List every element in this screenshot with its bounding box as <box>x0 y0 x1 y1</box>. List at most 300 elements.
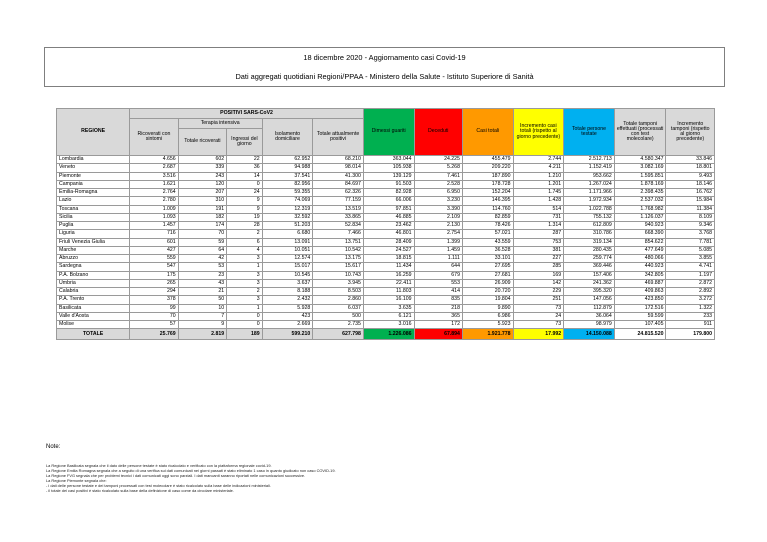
value-cell: 1.459 <box>414 246 462 254</box>
value-cell: 427 <box>130 246 178 254</box>
value-cell: 10.051 <box>262 246 313 254</box>
region-name-cell: Calabria <box>57 288 130 296</box>
value-cell: 2.687 <box>130 164 178 172</box>
value-cell: 112.879 <box>564 304 615 312</box>
value-cell: 59.599 <box>614 312 666 320</box>
value-cell: 2.872 <box>666 279 715 287</box>
value-cell: 601 <box>130 238 178 246</box>
value-cell: 152.204 <box>462 189 513 197</box>
value-cell: 3.945 <box>313 279 364 287</box>
value-cell: 43 <box>178 279 226 287</box>
region-name-cell: Sicilia <box>57 213 130 221</box>
region-name-cell: Friuli Venezia Giulia <box>57 238 130 246</box>
value-cell: 3 <box>227 271 263 279</box>
value-cell: 5.923 <box>462 321 513 329</box>
region-name-cell: Sardegna <box>57 263 130 271</box>
value-cell: 43.559 <box>462 238 513 246</box>
table-row <box>57 255 715 263</box>
value-cell: 9.493 <box>666 172 715 180</box>
header-isolamento: Isolamento domiciliare <box>262 119 313 156</box>
value-cell: 2.780 <box>130 197 178 205</box>
value-cell: 53 <box>178 263 226 271</box>
value-cell: 46.801 <box>363 230 414 238</box>
value-cell: 395.320 <box>564 288 615 296</box>
value-cell: 2.512.713 <box>564 156 615 164</box>
value-cell: 469.887 <box>614 279 666 287</box>
value-cell: 7.781 <box>666 238 715 246</box>
table-row <box>57 164 715 172</box>
header-tamponi: Totale tamponi effettuati (processati con test molecolare) <box>614 109 666 156</box>
total-value-cell: 25.769 <box>130 329 178 340</box>
value-cell: 11.384 <box>666 205 715 213</box>
value-cell: 218 <box>414 304 462 312</box>
value-cell: 82.859 <box>462 213 513 221</box>
value-cell: 26.909 <box>462 279 513 287</box>
value-cell: 940.923 <box>614 222 666 230</box>
value-cell: 854.622 <box>614 238 666 246</box>
value-cell: 82.956 <box>262 180 313 188</box>
value-cell: 62.326 <box>313 189 364 197</box>
value-cell: 169 <box>513 271 564 279</box>
table-row <box>57 271 715 279</box>
value-cell: 74.069 <box>262 197 313 205</box>
value-cell: 19.804 <box>462 296 513 304</box>
value-cell: 8.188 <box>262 288 313 296</box>
value-cell: 51.203 <box>262 222 313 230</box>
region-name-cell: Lazio <box>57 197 130 205</box>
value-cell: 24 <box>513 312 564 320</box>
value-cell: 23 <box>178 271 226 279</box>
value-cell: 1.197 <box>666 271 715 279</box>
value-cell: 280.435 <box>564 246 615 254</box>
value-cell: 2.528 <box>414 180 462 188</box>
note-line: La Regione Piemonte segnala che: <box>46 478 107 483</box>
value-cell: 3.272 <box>666 296 715 304</box>
value-cell: 146.395 <box>462 197 513 205</box>
total-value-cell: 627.798 <box>313 329 364 340</box>
value-cell: 9.346 <box>666 222 715 230</box>
value-cell: 94.988 <box>262 164 313 172</box>
header-incremento-tamponi: Incremento tamponi (rispetto al giorno precedente) <box>666 109 715 156</box>
value-cell: 3.516 <box>130 172 178 180</box>
value-cell: 6.037 <box>313 304 364 312</box>
value-cell: 2.398.435 <box>614 189 666 197</box>
value-cell: 2.109 <box>414 213 462 221</box>
value-cell: 174 <box>178 222 226 230</box>
value-cell: 32.592 <box>262 213 313 221</box>
value-cell: 0 <box>227 321 263 329</box>
value-cell: 440.923 <box>614 263 666 271</box>
value-cell: 10 <box>178 304 226 312</box>
value-cell: 3.230 <box>414 197 462 205</box>
value-cell: 62.952 <box>262 156 313 164</box>
value-cell: 243 <box>178 172 226 180</box>
value-cell: 310.786 <box>564 230 615 238</box>
value-cell: 1.878.169 <box>614 180 666 188</box>
region-name-cell: Lombardia <box>57 156 130 164</box>
value-cell: 70 <box>178 230 226 238</box>
header-persone-testate: Totale persone testate <box>564 109 615 156</box>
value-cell: 70 <box>130 312 178 320</box>
value-cell: 1.126.037 <box>614 213 666 221</box>
value-cell: 668.390 <box>614 230 666 238</box>
value-cell: 3.768 <box>666 230 715 238</box>
value-cell: 1.972.934 <box>564 197 615 205</box>
table-row <box>57 296 715 304</box>
value-cell: 5.928 <box>262 304 313 312</box>
value-cell: 2.537.032 <box>614 197 666 205</box>
value-cell: 50 <box>178 296 226 304</box>
value-cell: 310 <box>178 197 226 205</box>
value-cell: 6.986 <box>462 312 513 320</box>
value-cell: 363.044 <box>363 156 414 164</box>
value-cell: 3.635 <box>363 304 414 312</box>
region-name-cell: Umbria <box>57 279 130 287</box>
header-incremento-casi: Incremento casi totali (rispetto al giorno precedente) <box>513 109 564 156</box>
value-cell: 5.268 <box>414 164 462 172</box>
value-cell: 182 <box>178 213 226 221</box>
value-cell: 3 <box>227 296 263 304</box>
total-row <box>57 329 715 340</box>
value-cell: 2 <box>227 288 263 296</box>
value-cell: 4.211 <box>513 164 564 172</box>
value-cell: 33.101 <box>462 255 513 263</box>
report-title-box <box>44 47 725 87</box>
total-value-cell: 1.226.086 <box>363 329 414 340</box>
value-cell: 68.210 <box>313 156 364 164</box>
value-cell: 1.022.788 <box>564 205 615 213</box>
value-cell: 9.890 <box>462 304 513 312</box>
value-cell: 22.411 <box>363 279 414 287</box>
value-cell: 3.082.169 <box>614 164 666 172</box>
header-totale-positivi: Totale attualmente positivi <box>313 119 364 156</box>
total-value-cell: 67.894 <box>414 329 462 340</box>
value-cell: 9 <box>227 197 263 205</box>
value-cell: 66.006 <box>363 197 414 205</box>
region-name-cell: P.A. Bolzano <box>57 271 130 279</box>
region-name-cell: P.A. Trento <box>57 296 130 304</box>
value-cell: 9 <box>178 321 226 329</box>
table-row <box>57 246 715 254</box>
value-cell: 28 <box>227 222 263 230</box>
value-cell: 77.159 <box>313 197 364 205</box>
table-row <box>57 189 715 197</box>
value-cell: 1.152.419 <box>564 164 615 172</box>
value-cell: 209.220 <box>462 164 513 172</box>
value-cell: 8.503 <box>313 288 364 296</box>
value-cell: 8.109 <box>666 213 715 221</box>
note-line: - il totale dei casi positivi è stato ricalcolato sulla base della definizione di caso come da circolare ministeriale. <box>46 488 234 493</box>
table-row <box>57 222 715 230</box>
value-cell: 98.979 <box>564 321 615 329</box>
value-cell: 1.201 <box>513 180 564 188</box>
value-cell: 3.855 <box>666 255 715 263</box>
value-cell: 227 <box>513 255 564 263</box>
value-cell: 23.462 <box>363 222 414 230</box>
value-cell: 953.662 <box>564 172 615 180</box>
value-cell: 7.466 <box>313 230 364 238</box>
value-cell: 9 <box>227 205 263 213</box>
value-cell: 98.014 <box>313 164 364 172</box>
value-cell: 172.516 <box>614 304 666 312</box>
table-row <box>57 172 715 180</box>
header-tot-ricoverati: Totale ricoverati <box>178 129 226 156</box>
value-cell: 514 <box>513 205 564 213</box>
note-line: La Regione Emilia Romagna segnala che a seguito di una verifica sui dati comunicati nei giorni passati è stato eliminato 1 caso in quanto giudicato non caso COVID-19. <box>46 468 336 473</box>
value-cell: 147.056 <box>564 296 615 304</box>
value-cell: 1 <box>227 263 263 271</box>
table-body <box>57 156 715 340</box>
report-source-subtitle: Dati aggregati quotidiani Regioni/PPAA - Ministero della Salute - Istituto Superiore di Sanità <box>235 72 534 81</box>
value-cell: 1.210 <box>513 172 564 180</box>
value-cell: 1.595.851 <box>614 172 666 180</box>
value-cell: 287 <box>513 230 564 238</box>
value-cell: 84.697 <box>313 180 364 188</box>
value-cell: 229 <box>513 288 564 296</box>
value-cell: 1 <box>227 304 263 312</box>
value-cell: 1.457 <box>130 222 178 230</box>
header-terapia-group: Terapia intensiva <box>178 119 262 129</box>
value-cell: 97.851 <box>363 205 414 213</box>
value-cell: 241.362 <box>564 279 615 287</box>
total-value-cell: 2.819 <box>178 329 226 340</box>
value-cell: 187.890 <box>462 172 513 180</box>
total-value-cell: 179.800 <box>666 329 715 340</box>
table-row <box>57 197 715 205</box>
value-cell: 1.171.966 <box>564 189 615 197</box>
table-row <box>57 156 715 164</box>
value-cell: 2.432 <box>262 296 313 304</box>
region-name-cell: Valle d'Aosta <box>57 312 130 320</box>
value-cell: 4 <box>227 246 263 254</box>
value-cell: 455.479 <box>462 156 513 164</box>
total-value-cell: 189 <box>227 329 263 340</box>
value-cell: 1.399 <box>414 238 462 246</box>
value-cell: 172 <box>414 321 462 329</box>
value-cell: 7.461 <box>414 172 462 180</box>
value-cell: 644 <box>414 263 462 271</box>
value-cell: 4.741 <box>666 263 715 271</box>
region-name-cell: Abruzzo <box>57 255 130 263</box>
value-cell: 57.021 <box>462 230 513 238</box>
region-name-cell: Liguria <box>57 230 130 238</box>
value-cell: 7 <box>178 312 226 320</box>
value-cell: 21 <box>178 288 226 296</box>
value-cell: 24.527 <box>363 246 414 254</box>
total-value-cell: 1.921.778 <box>462 329 513 340</box>
region-name-cell: Veneto <box>57 164 130 172</box>
value-cell: 369.446 <box>564 263 615 271</box>
total-value-cell: 24.815.520 <box>614 329 666 340</box>
value-cell: 6.680 <box>262 230 313 238</box>
value-cell: 99 <box>130 304 178 312</box>
header-regione: REGIONE <box>57 109 130 156</box>
value-cell: 342.805 <box>614 271 666 279</box>
value-cell: 1.267.024 <box>564 180 615 188</box>
value-cell: 52.834 <box>313 222 364 230</box>
value-cell: 10.542 <box>313 246 364 254</box>
value-cell: 1.768.982 <box>614 205 666 213</box>
value-cell: 14 <box>227 172 263 180</box>
region-name-cell: Campania <box>57 180 130 188</box>
value-cell: 1.093 <box>130 213 178 221</box>
value-cell: 1.009 <box>130 205 178 213</box>
value-cell: 37.541 <box>262 172 313 180</box>
value-cell: 33.846 <box>666 156 715 164</box>
region-name-cell: Molise <box>57 321 130 329</box>
value-cell: 3.016 <box>363 321 414 329</box>
value-cell: 553 <box>414 279 462 287</box>
notes-title: Note: <box>46 444 61 450</box>
region-name-cell: Marche <box>57 246 130 254</box>
value-cell: 36.064 <box>564 312 615 320</box>
value-cell: 157.406 <box>564 271 615 279</box>
value-cell: 19 <box>227 213 263 221</box>
value-cell: 0 <box>227 180 263 188</box>
note-line: La Regione Basilicata segnala che il dato delle persone testate è stato ricalcolato e verificato con la piattaforma regionale covid-19. <box>46 463 272 468</box>
value-cell: 2 <box>227 230 263 238</box>
note-line: - i dati delle persone testate e dei tamponi processati con test molecolare è stato ricalcolato sulla base delle indicazioni ministeriali. <box>46 483 271 488</box>
value-cell: 3 <box>227 279 263 287</box>
value-cell: 42 <box>178 255 226 263</box>
value-cell: 6.121 <box>363 312 414 320</box>
value-cell: 265 <box>130 279 178 287</box>
region-name-cell: Puglia <box>57 222 130 230</box>
value-cell: 365 <box>414 312 462 320</box>
report-date-title: 18 dicembre 2020 - Aggiornamento casi Covid-19 <box>303 53 466 62</box>
value-cell: 559 <box>130 255 178 263</box>
value-cell: 2.130 <box>414 222 462 230</box>
value-cell: 294 <box>130 288 178 296</box>
value-cell: 24 <box>227 189 263 197</box>
value-cell: 2.735 <box>313 321 364 329</box>
value-cell: 175 <box>130 271 178 279</box>
value-cell: 20.720 <box>462 288 513 296</box>
value-cell: 41.300 <box>313 172 364 180</box>
value-cell: 28.409 <box>363 238 414 246</box>
value-cell: 679 <box>414 271 462 279</box>
value-cell: 1.745 <box>513 189 564 197</box>
notes-list <box>46 463 336 493</box>
value-cell: 547 <box>130 263 178 271</box>
header-positivi-group: POSITIVI SARS-CoV2 <box>130 109 364 119</box>
region-name-cell: Basilicata <box>57 304 130 312</box>
value-cell: 1.621 <box>130 180 178 188</box>
value-cell: 755.132 <box>564 213 615 221</box>
value-cell: 13.175 <box>313 255 364 263</box>
value-cell: 178.728 <box>462 180 513 188</box>
value-cell: 22 <box>227 156 263 164</box>
value-cell: 731 <box>513 213 564 221</box>
value-cell: 142 <box>513 279 564 287</box>
value-cell: 10.743 <box>313 271 364 279</box>
value-cell: 3.390 <box>414 205 462 213</box>
value-cell: 105.938 <box>363 164 414 172</box>
value-cell: 0 <box>227 312 263 320</box>
value-cell: 2.892 <box>666 288 715 296</box>
value-cell: 753 <box>513 238 564 246</box>
header-dimessi: Dimessi guariti <box>363 109 414 156</box>
value-cell: 477.649 <box>614 246 666 254</box>
value-cell: 13.751 <box>313 238 364 246</box>
table-row <box>57 205 715 213</box>
value-cell: 2.860 <box>313 296 364 304</box>
value-cell: 13.091 <box>262 238 313 246</box>
value-cell: 27.681 <box>462 271 513 279</box>
value-cell: 16.762 <box>666 189 715 197</box>
table-row <box>57 213 715 221</box>
value-cell: 207 <box>178 189 226 197</box>
value-cell: 423.850 <box>614 296 666 304</box>
value-cell: 36.528 <box>462 246 513 254</box>
value-cell: 139.129 <box>363 172 414 180</box>
value-cell: 5.085 <box>666 246 715 254</box>
table-row <box>57 263 715 271</box>
value-cell: 64 <box>178 246 226 254</box>
value-cell: 12.574 <box>262 255 313 263</box>
table-row <box>57 230 715 238</box>
value-cell: 15.017 <box>262 263 313 271</box>
value-cell: 423 <box>262 312 313 320</box>
value-cell: 414 <box>414 288 462 296</box>
header-ricoverati: Ricoverati con sintomi <box>130 119 178 156</box>
table-row <box>57 238 715 246</box>
value-cell: 6.950 <box>414 189 462 197</box>
value-cell: 2.669 <box>262 321 313 329</box>
value-cell: 1.314 <box>513 222 564 230</box>
value-cell: 18.801 <box>666 164 715 172</box>
value-cell: 4.656 <box>130 156 178 164</box>
header-ingressi: Ingressi del giorno <box>227 129 263 156</box>
value-cell: 18.146 <box>666 180 715 188</box>
total-value-cell: 14.150.088 <box>564 329 615 340</box>
value-cell: 259.774 <box>564 255 615 263</box>
value-cell: 11.803 <box>363 288 414 296</box>
value-cell: 285 <box>513 263 564 271</box>
table-row <box>57 304 715 312</box>
value-cell: 716 <box>130 230 178 238</box>
table-row <box>57 180 715 188</box>
value-cell: 27.695 <box>462 263 513 271</box>
value-cell: 339 <box>178 164 226 172</box>
value-cell: 1.322 <box>666 304 715 312</box>
value-cell: 33.865 <box>313 213 364 221</box>
value-cell: 57 <box>130 321 178 329</box>
value-cell: 46.885 <box>363 213 414 221</box>
value-cell: 82.928 <box>363 189 414 197</box>
value-cell: 835 <box>414 296 462 304</box>
value-cell: 381 <box>513 246 564 254</box>
value-cell: 4.580.347 <box>614 156 666 164</box>
value-cell: 191 <box>178 205 226 213</box>
value-cell: 73 <box>513 304 564 312</box>
value-cell: 15.617 <box>313 263 364 271</box>
value-cell: 251 <box>513 296 564 304</box>
value-cell: 114.760 <box>462 205 513 213</box>
value-cell: 18.815 <box>363 255 414 263</box>
covid-data-table <box>56 108 715 340</box>
value-cell: 500 <box>313 312 364 320</box>
value-cell: 36 <box>227 164 263 172</box>
value-cell: 1.428 <box>513 197 564 205</box>
value-cell: 2.754 <box>414 230 462 238</box>
note-line: La Regione FVG segnala che per problemi tecnici i dati comunicati oggi sono parziali. I dati mancanti saranno riportati nelle comunicazioni successive. <box>46 473 306 478</box>
value-cell: 16.109 <box>363 296 414 304</box>
value-cell: 24.225 <box>414 156 462 164</box>
value-cell: 1.111 <box>414 255 462 263</box>
value-cell: 91.503 <box>363 180 414 188</box>
header-deceduti: Deceduti <box>414 109 462 156</box>
